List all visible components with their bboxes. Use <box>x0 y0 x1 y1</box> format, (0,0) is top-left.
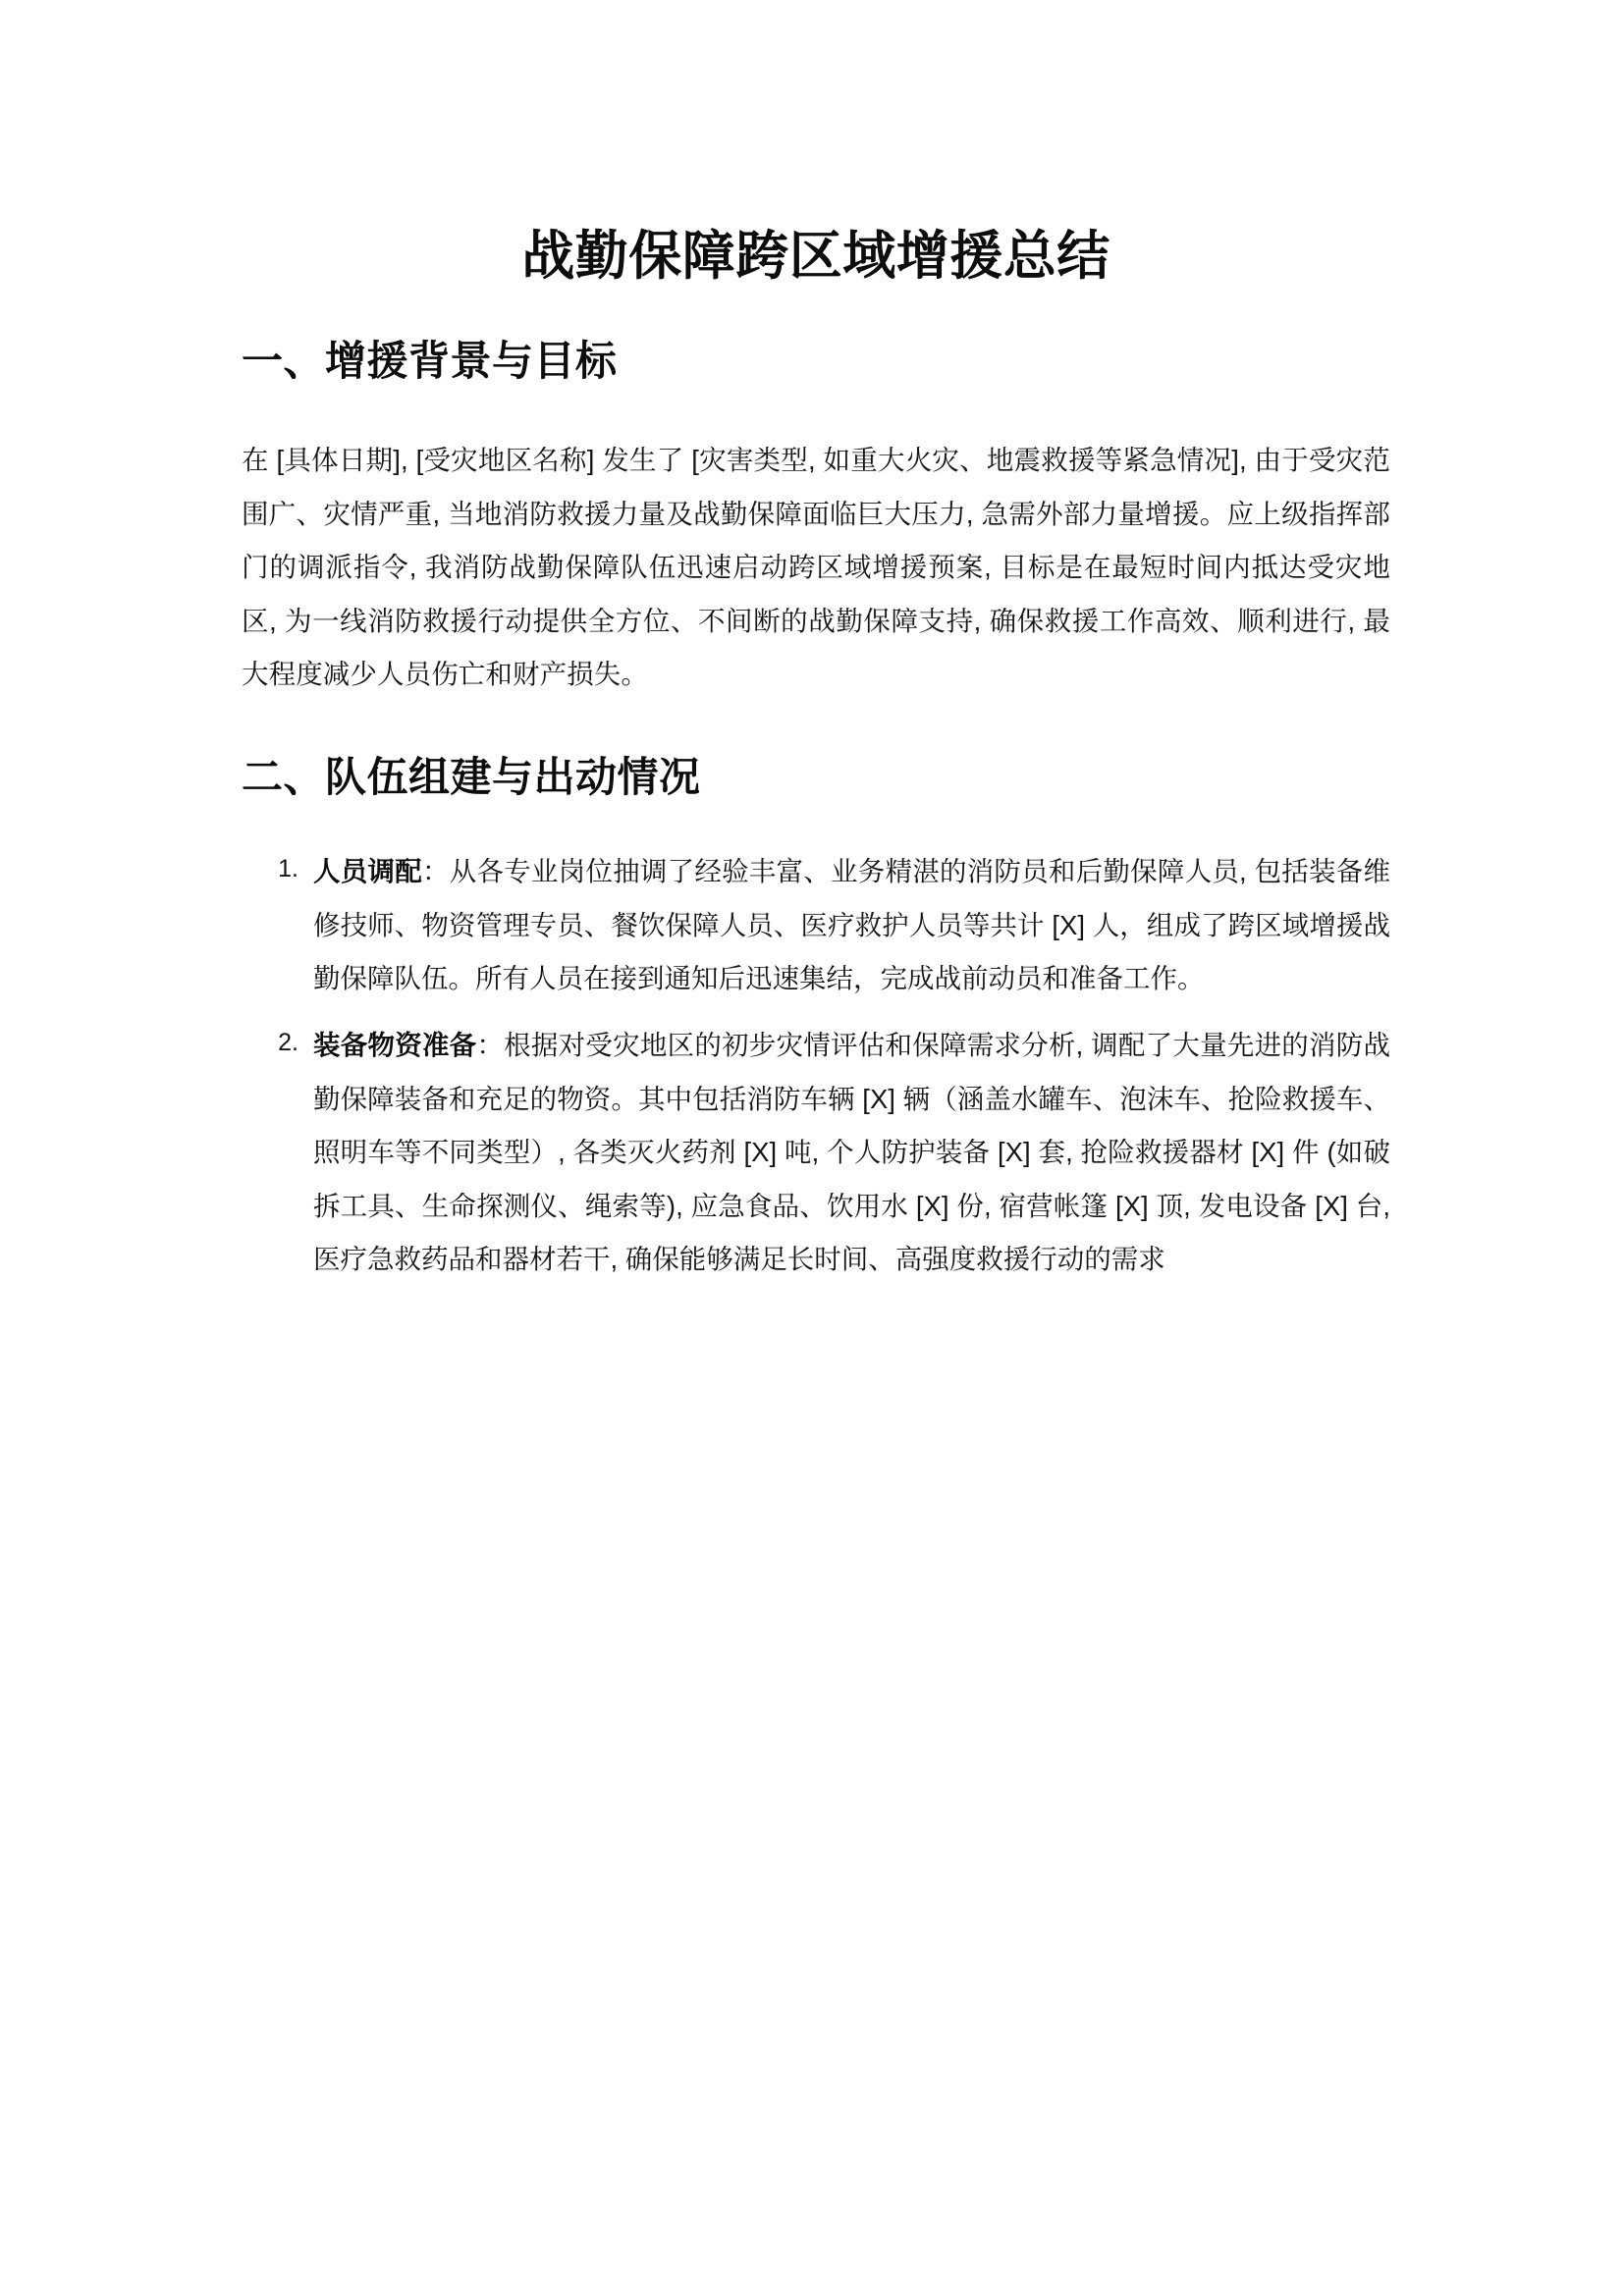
list-item-separator: ： <box>476 1030 505 1061</box>
section-heading-2: 二、队伍组建与出动情况 <box>242 754 701 801</box>
list-item-text: 从各专业岗位抽调了经验丰富、业务精湛的消防员和后勤保障人员, 包括装备维修技师、物资管理专员、餐饮保障人员、医疗救护人员等共计 [X] 人，组成了跨区域增援战勤保障队伍。所有人员在接到通知后迅速集结，完成战前动员和准备工作。 <box>313 856 1391 993</box>
document-body <box>242 0 1390 1301</box>
list-item-separator: ： <box>421 856 450 887</box>
list-item-text: 根据对受灾地区的初步灾情评估和保障需求分析, 调配了大量先进的消防战勤保障装备和充足的物资。其中包括消防车辆 [X] 辆（涵盖水罐车、泡沫车、抢险救援车、照明车等不同类型）, 各类灭火药剂 [X] 吨, 个人防护装备 [X] 套, 抢险救援器材 [X] 件 (如破拆工具、生命探测仪、绳索等), 应急食品、饮用水 [X] 份, 宿营帐篷 [X] 顶, 发电设备 [X] 台, 医疗急救药品和器材若干, 确保能够满足长时间、高强度救援行动的需求 <box>313 1030 1391 1275</box>
numbered-list <box>242 806 1390 1287</box>
section-1-paragraph: 在 [具体日期], [受灾地区名称] 发生了 [灾害类型, 如重大火灾、地震救援等紧急情况], 由于受灾范围广、灾情严重, 当地消防救援力量及战勤保障面临巨大压力, 急需外部力量增援。应上级指挥部门的调派指令, 我消防战勤保障队伍迅速启动跨区域增援预案, 目标是在最短时间内抵达受灾地区, 为一线消防救援行动提供全方位、不间断的战勤保障支持, 确保救援工作高效、顺利进行, 最大程度减少人员伤亡和财产损失。 <box>242 445 1390 689</box>
section-heading-1: 一、增援背景与目标 <box>242 337 618 384</box>
page-title: 战勤保障跨区域增援总结 <box>521 227 1110 286</box>
list-item <box>242 845 1390 1005</box>
list-item <box>242 1019 1390 1286</box>
list-item-label: 人员调配 <box>313 856 422 887</box>
list-item-label: 装备物资准备 <box>313 1030 477 1061</box>
